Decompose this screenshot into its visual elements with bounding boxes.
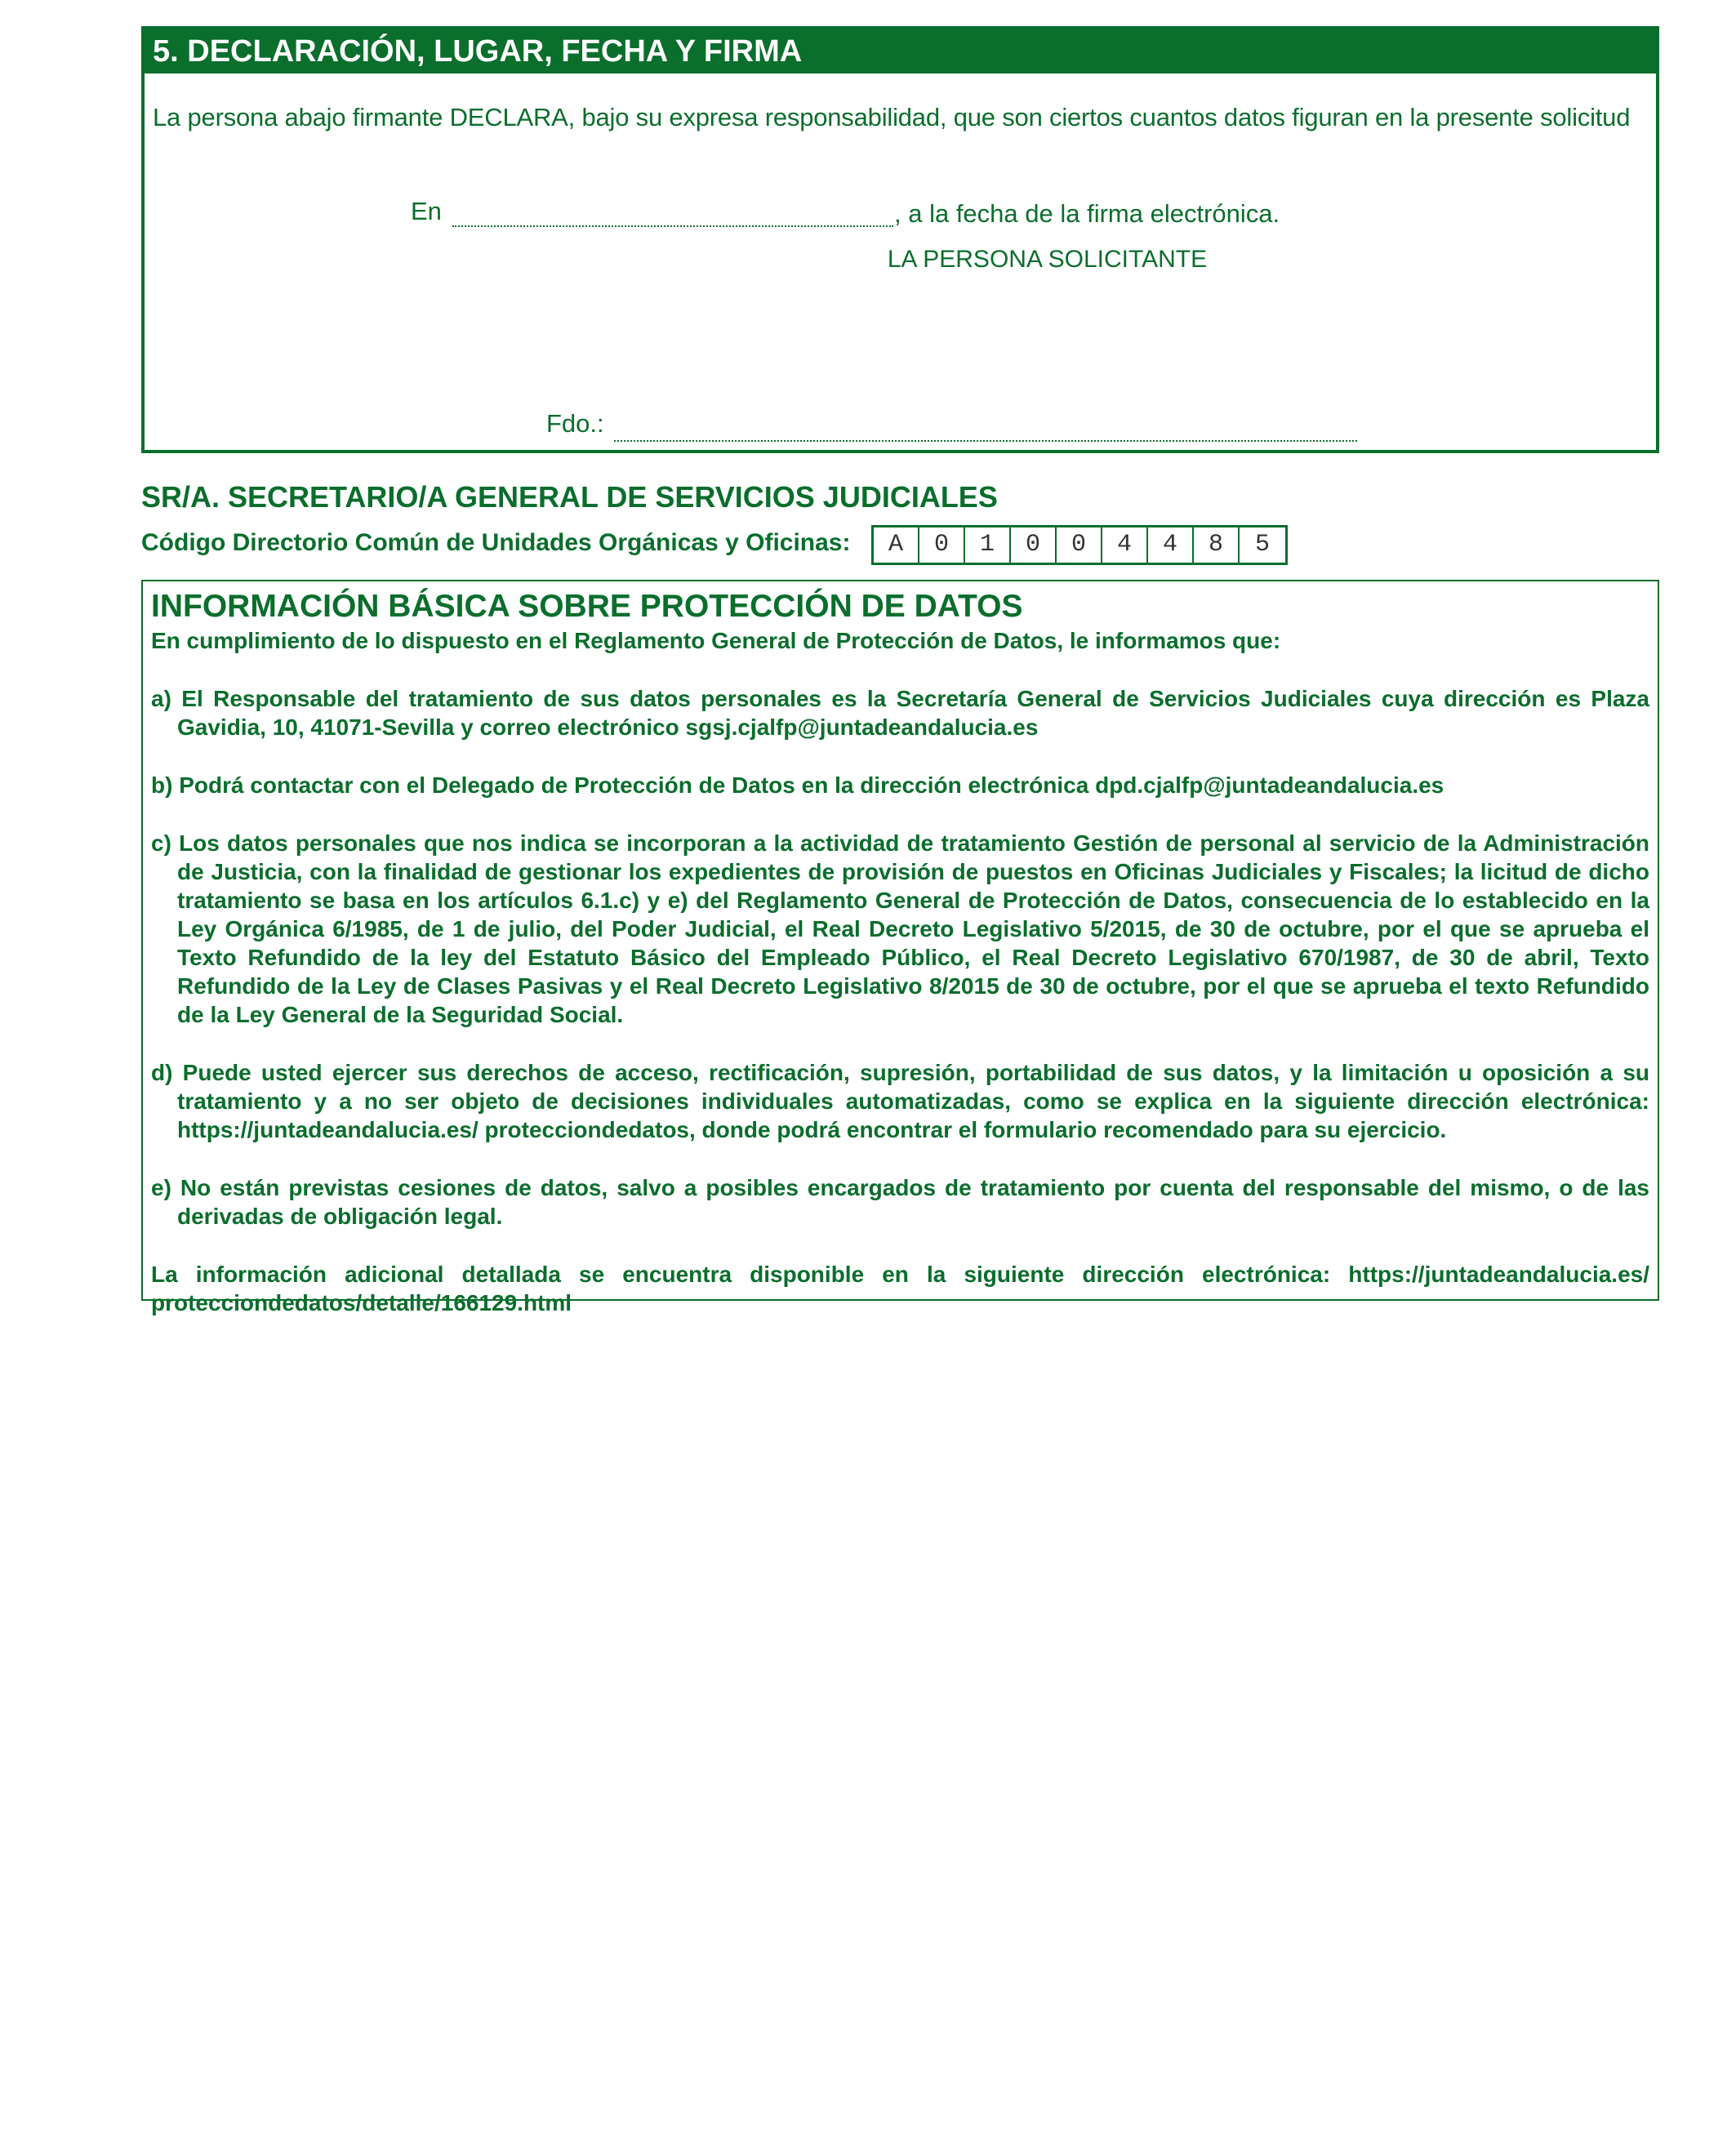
list-item: c) Los datos personales que nos indica se incorporan a la actividad de tratamiento Gestión de personal al servicio de la Administración de Justicia, con la finalidad de gestionar los expedientes de provisión de puestos en Oficinas Judiciales y Fiscales; la licitud de dicho tratamiento se basa en los artículos 6.1.c) y e) del Reglamento General de Protección de Datos, consecuencia de lo establecido en la Ley Orgánica 6/1985, de 1 de julio, del Poder Judicial, el Real Decreto Legislativo 5/2015, de 30 de octubre, por el que se aprueba el Texto Refundido de la ley del Estatuto Básico del Empleado Público, el Real Decreto Legislativo 670/1987, de 30 de abril, Texto Refundido de la Ley de Clases Pasivas y el Real Decreto Legislativo 8/2015 de 30 de octubre, por el que se aprueba el texto Refundido de la Ley General de la Seguridad Social.: [151, 830, 1649, 1027]
date-text: , a la fecha de la firma electrónica.: [894, 199, 1280, 228]
code-cell: 5: [1254, 531, 1270, 559]
code-cell: 0: [1011, 527, 1057, 563]
data-protection-title: INFORMACIÓN BÁSICA SOBRE PROTECCIÓN DE DATOS: [151, 589, 1023, 624]
list-item: a) El Responsable del tratamiento de sus datos personales es la Secretaría General de Servicios Judiciales cuya dirección es Plaza Gavidia, 10, 41071-Sevilla y correo electrónico sgsj.cjalfp@juntadeandalucia.es: [151, 686, 1649, 740]
code-cell: 0: [1057, 527, 1102, 563]
place-label: En: [411, 197, 442, 225]
data-protection-section: [141, 580, 1659, 1315]
additional-info-link[interactable]: protecciondedatos/detalle/166129.html: [151, 1290, 572, 1315]
code-cell: 0: [919, 527, 965, 563]
list-item: e) No están previstas cesiones de datos, salvo a posibles encargados de tratamiento por cuenta del responsable del mismo, o de las derivadas de obligación legal.: [151, 1175, 1649, 1229]
additional-info-line: La información adicional detallada se encuentra disponible en la siguiente dirección electrónica: https://juntadeandalucia.es/: [151, 1262, 1649, 1287]
applicant-label: LA PERSONA SOLICITANTE: [887, 246, 1208, 273]
directory-code-label: Código Directorio Común de Unidades Orgánicas y Oficinas:: [141, 529, 851, 556]
code-cell: 4: [1148, 527, 1194, 563]
additional-info: [151, 1260, 1649, 1317]
declaration-section: [141, 26, 1659, 453]
recipient-title: SR/A. SECRETARIO/A GENERAL DE SERVICIOS JUDICIALES: [141, 480, 998, 514]
signed-label: Fdo.:: [546, 409, 604, 438]
code-cell: 1: [965, 527, 1011, 563]
list-item: d) Puede usted ejercer sus derechos de acceso, rectificación, supresión, portabilidad de sus datos, y la limitación u oposición a su tratamiento y a no ser objeto de decisiones individuales automatizadas, como se explica en la siguiente dirección electrónica: https://juntadeandalucia.es/ protecciondedatos, donde podrá encontrar el formulario recomendado para su ejercicio.: [151, 1060, 1649, 1142]
code-cell: 8: [1194, 527, 1240, 563]
signature-field[interactable]: [614, 440, 1357, 442]
code-cell: A: [874, 527, 919, 563]
code-cell: 4: [1102, 527, 1148, 563]
data-protection-intro: En cumplimiento de lo dispuesto en el Reglamento General de Protección de Datos, le informamos que:: [151, 628, 1281, 653]
declaration-text: La persona abajo firmante DECLARA, bajo su expresa responsabilidad, que son ciertos cuantos datos figuran en la presente solicitud: [153, 103, 1631, 131]
directory-code: [871, 525, 1288, 565]
list-item: b) Podrá contactar con el Delegado de Protección de Datos en la dirección electrónica dpd.cjalfp@juntadeandalucia.es: [151, 772, 1444, 798]
place-field[interactable]: [452, 225, 893, 227]
section-header: 5. DECLARACIÓN, LUGAR, FECHA Y FIRMA: [145, 29, 1656, 73]
